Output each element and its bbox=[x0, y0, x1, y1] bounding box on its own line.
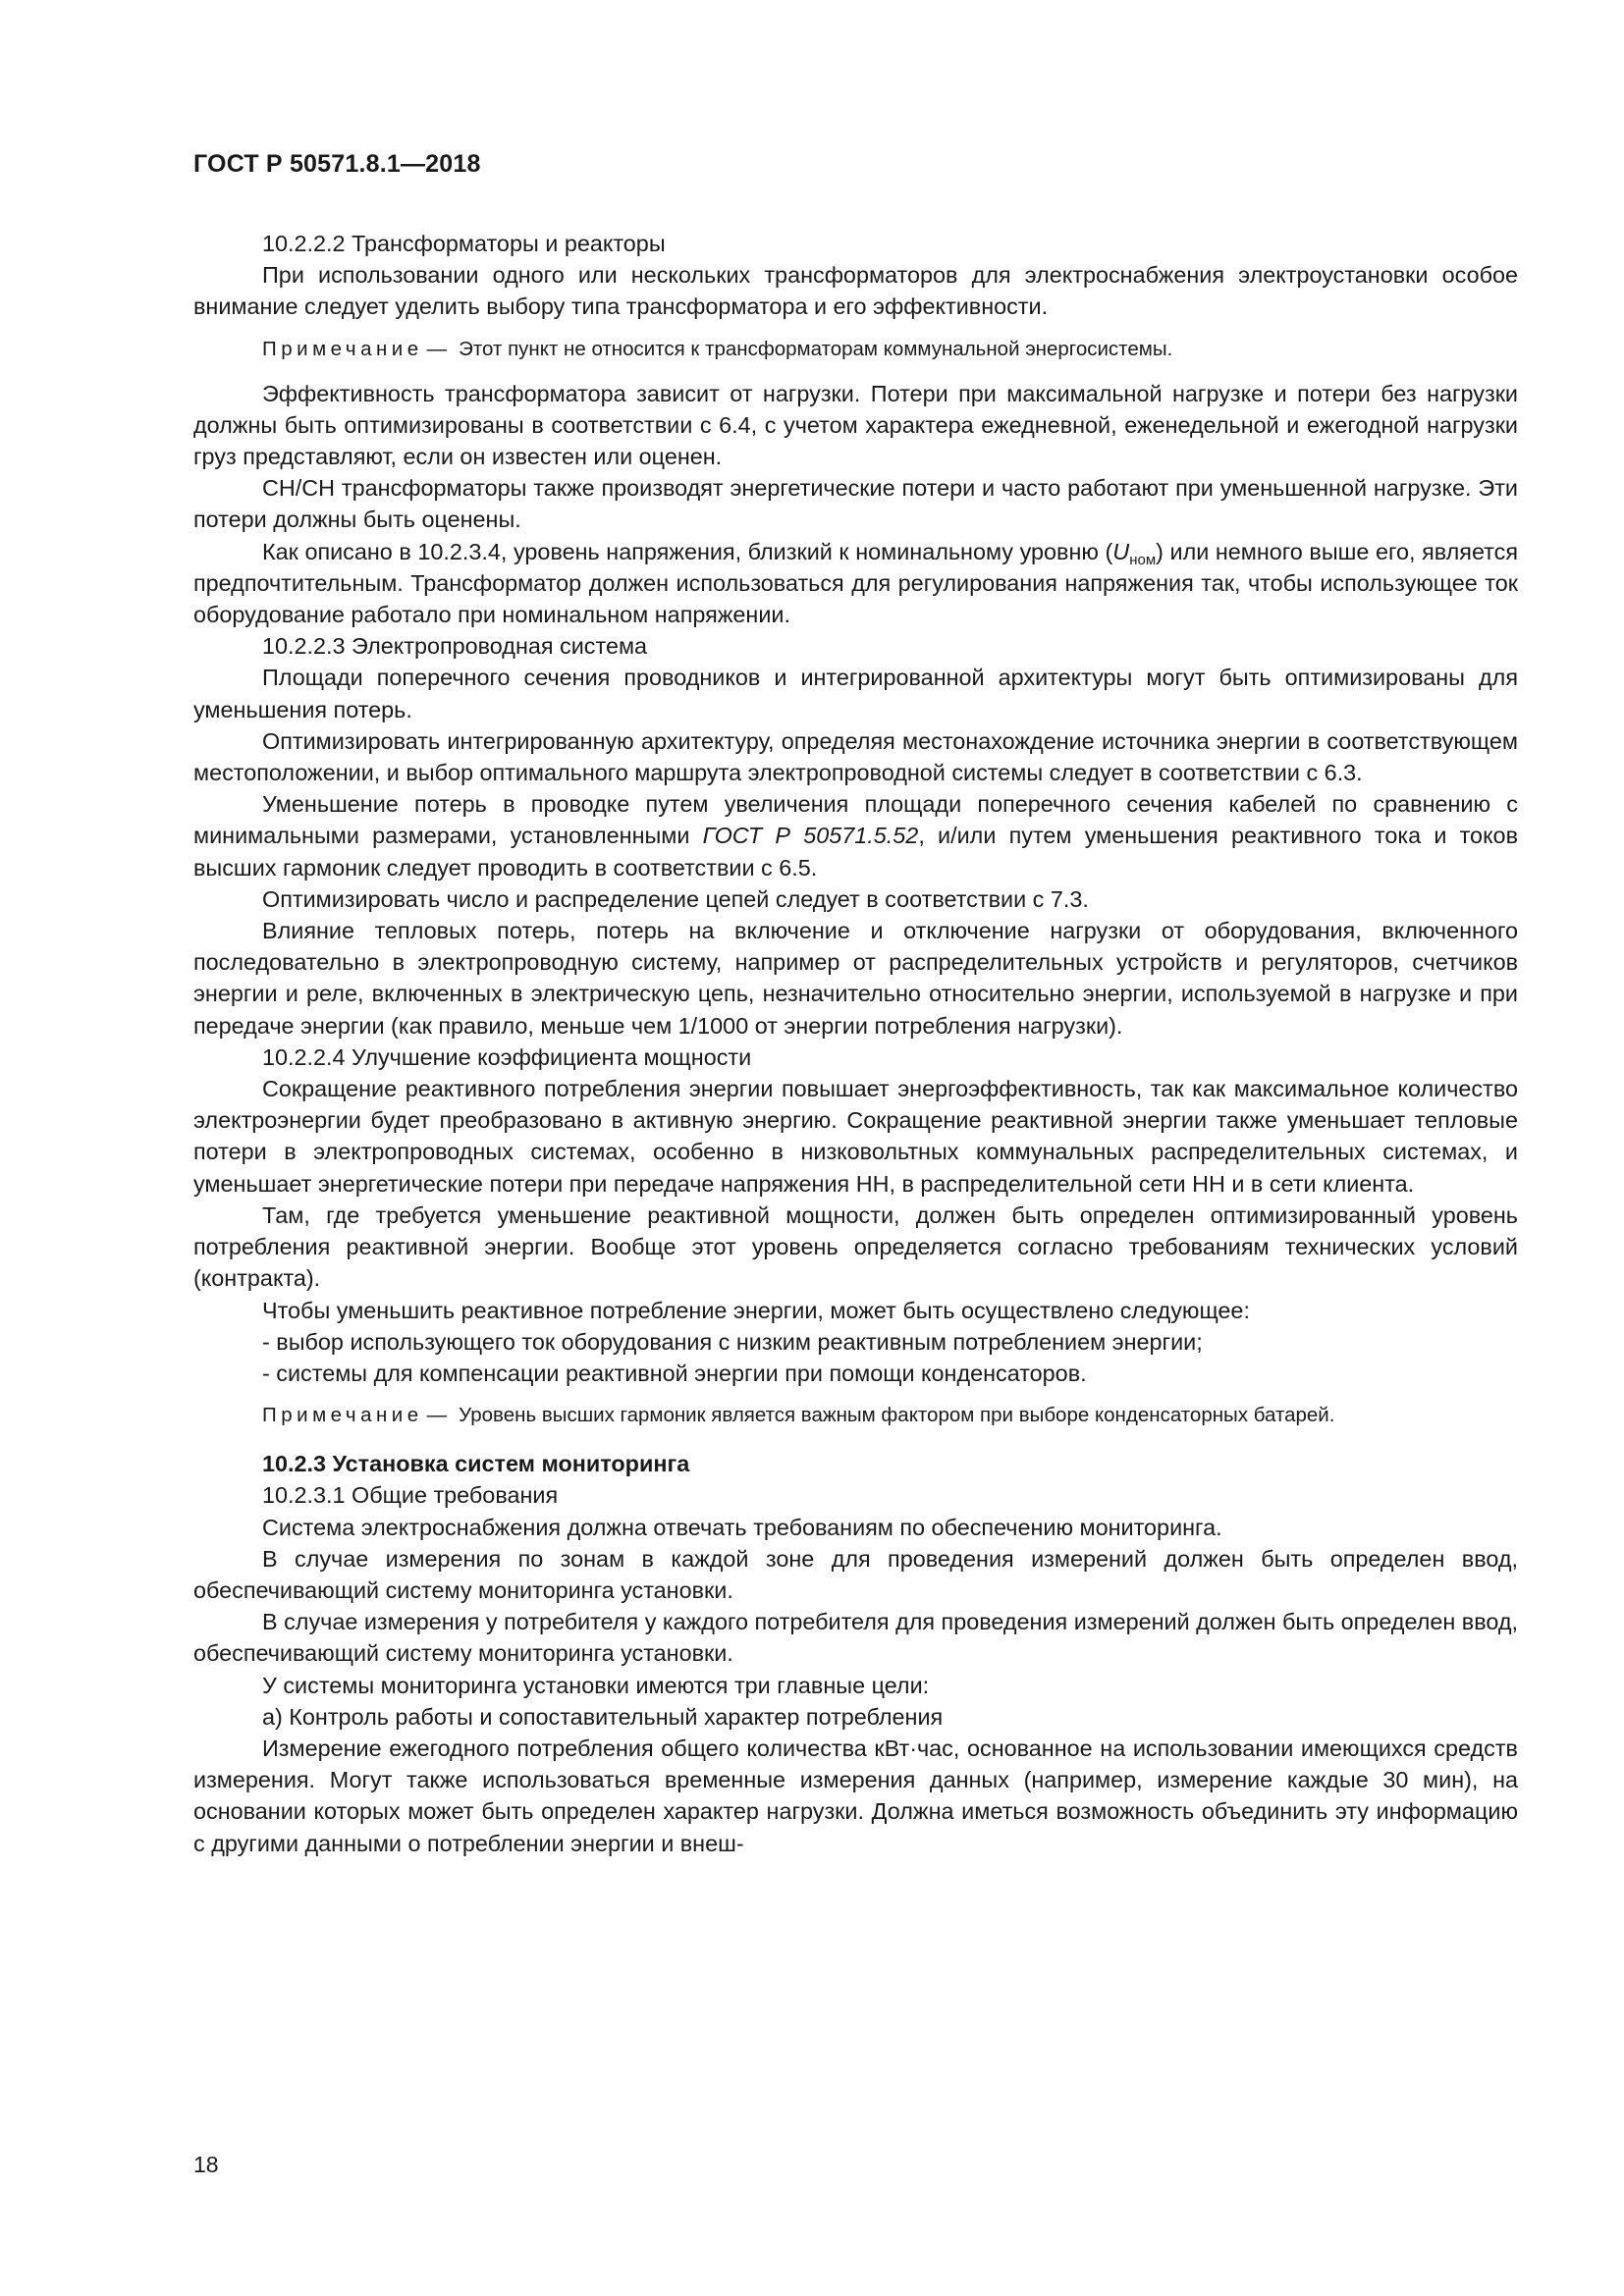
page-content bbox=[193, 228, 1518, 1859]
document-code-header: ГОСТ Р 50571.8.1—2018 bbox=[193, 150, 481, 178]
standard-reference: ГОСТ Р 50571.5.52 bbox=[702, 823, 919, 849]
note: Примечание — Уровень высших гармоник является важным фактором при выборе конденсаторных батарей. bbox=[262, 1404, 1335, 1427]
section-title-10-2-3-1: 10.2.3.1 Общие требования bbox=[262, 1482, 559, 1509]
paragraph: Влияние тепловых потерь, потерь на включение и отключение нагрузки от оборудования, включенного последовательно в электропроводную систему, например от распределительных устройств и регуляторов, счетчиков энергии и реле, включенных в электрическую цепь, незначительно относительно энергии, используемой в нагрузке и при передаче энергии (как правило, меньше чем 1/1000 от энергии потребления нагрузки). bbox=[193, 918, 1518, 1039]
paragraph: Эффективность трансформатора зависит от нагрузки. Потери при максимальной нагрузке и потери без нагрузки должны быть оптимизированы в соответствии с 6.4, с учетом характера ежедневной, еженедельной и ежегодной нагрузки груз представляют, если он известен или оценен. bbox=[193, 380, 1518, 470]
note: Примечание — Этот пункт не относится к трансформаторам коммунальной энергосистемы. bbox=[262, 337, 1173, 360]
section-title-10-2-2-4: 10.2.2.4 Улучшение коэффициента мощности bbox=[262, 1043, 752, 1070]
paragraph: Измерение ежегодного потребления общего количества кВт·час, основанное на использовании имеющихся средств измерения. Могут также использоваться временные измерения данных (например, измерение каждые 30 мин), на основании которых может быть определен характер нагрузки. Должна иметься возможность объединить эту информацию с другими данными о потреблении энергии и внеш- bbox=[193, 1735, 1518, 1856]
note-label: Примечание bbox=[262, 337, 423, 360]
page-number: 18 bbox=[193, 2152, 219, 2177]
section-title-10-2-2-3: 10.2.2.3 Электропроводная система bbox=[262, 633, 648, 660]
paragraph: Оптимизировать число и распределение цепей следует в соответствии с 7.3. bbox=[262, 885, 1089, 912]
list-item: - выбор использующего ток оборудования с низким реактивным потреблением энергии; bbox=[262, 1328, 1203, 1355]
paragraph: У системы мониторинга установки имеются три главные цели: bbox=[262, 1672, 930, 1698]
text-span: Уменьшение потерь в проводке путем увеличения площади поперечного сечения кабелей по сравнению с минимальными размерами, установленными bbox=[193, 791, 1518, 849]
paragraph bbox=[193, 536, 1518, 631]
list-item: а) Контроль работы и сопоставительный характер потребления bbox=[262, 1703, 944, 1730]
paragraph: СН/СН трансформаторы также производят энергетические потери и часто работают при уменьшенной нагрузке. Эти потери должны быть оценены. bbox=[193, 475, 1518, 533]
paragraph: В случае измерения у потребителя у каждого потребителя для проведения измерений должен быть определен ввод, обеспечивающий систему мониторинга установки. bbox=[193, 1609, 1518, 1667]
paragraph: Там, где требуется уменьшение реактивной мощности, должен быть определен оптимизированный уровень потребления реактивной энергии. Вообще этот уровень определяется согласно требованиям технических условий (контракта). bbox=[193, 1201, 1518, 1292]
paragraph: Площади поперечного сечения проводников и интегрированной архитектуры могут быть оптимизированы для уменьшения потерь. bbox=[193, 665, 1518, 722]
paragraph: В случае измерения по зонам в каждой зоне для проведения измерений должен быть определен ввод, обеспечивающий систему мониторинга установки. bbox=[193, 1545, 1518, 1603]
paragraph: Оптимизировать интегрированную архитектуру, определяя местонахождение источника энергии в соответствующем местоположении, и выбор оптимального маршрута электропроводной системы следует в соответствии с 6.3. bbox=[193, 727, 1518, 786]
note-text: Уровень высших гармоник является важным фактором при выборе конденсаторных батарей. bbox=[459, 1404, 1335, 1427]
text-span: ) или немного выше его, является предпочтительным. Трансформатор должен использоваться для регулирования напряжения так, чтобы использующее ток оборудование работало при номинальном напряжении. bbox=[193, 538, 1518, 628]
paragraph: Сокращение реактивного потребления энергии повышает энергоэффективность, так как максимальное количество электроэнергии будет преобразовано в активную энергию. Сокращение реактивной энергии также уменьшает тепловые потери в электропроводных системах, особенно в низковольтных коммунальных распределительных системах, и уменьшает энергетические потери при передаче напряжения НН, в распределительной сети НН и в сети клиента. bbox=[193, 1076, 1518, 1197]
paragraph: При использовании одного или нескольких трансформаторов для электроснабжения электроустановки особое внимание следует уделить выбору типа трансформатора и его эффективности. bbox=[193, 262, 1518, 320]
voltage-subscript: ном bbox=[1129, 551, 1157, 568]
voltage-symbol: U bbox=[1112, 538, 1130, 564]
paragraph: Система электроснабжения должна отвечать требованиям по обеспечению мониторинга. bbox=[262, 1514, 1222, 1540]
list-item: - системы для компенсации реактивной энергии при помощи конденсаторов. bbox=[262, 1360, 1087, 1386]
text-span: Как описано в 10.2.3.4, уровень напряжения, близкий к номинальному уровню ( bbox=[262, 538, 1113, 564]
note-label: Примечание bbox=[262, 1404, 423, 1427]
note-text: Этот пункт не относится к трансформаторам коммунальной энергосистемы. bbox=[459, 337, 1173, 360]
section-title-10-2-2-2: 10.2.2.2 Трансформаторы и реакторы bbox=[262, 231, 666, 256]
text-span: , и/или путем уменьшения реактивного тока и токов высших гармоник следует проводить в соответствии с 6.5. bbox=[193, 823, 1518, 881]
section-title-10-2-3: 10.2.3 Установка систем мониторинга bbox=[262, 1451, 690, 1477]
paragraph: Чтобы уменьшить реактивное потребление энергии, может быть осуществлено следующее: bbox=[262, 1297, 1250, 1323]
paragraph bbox=[193, 788, 1518, 883]
